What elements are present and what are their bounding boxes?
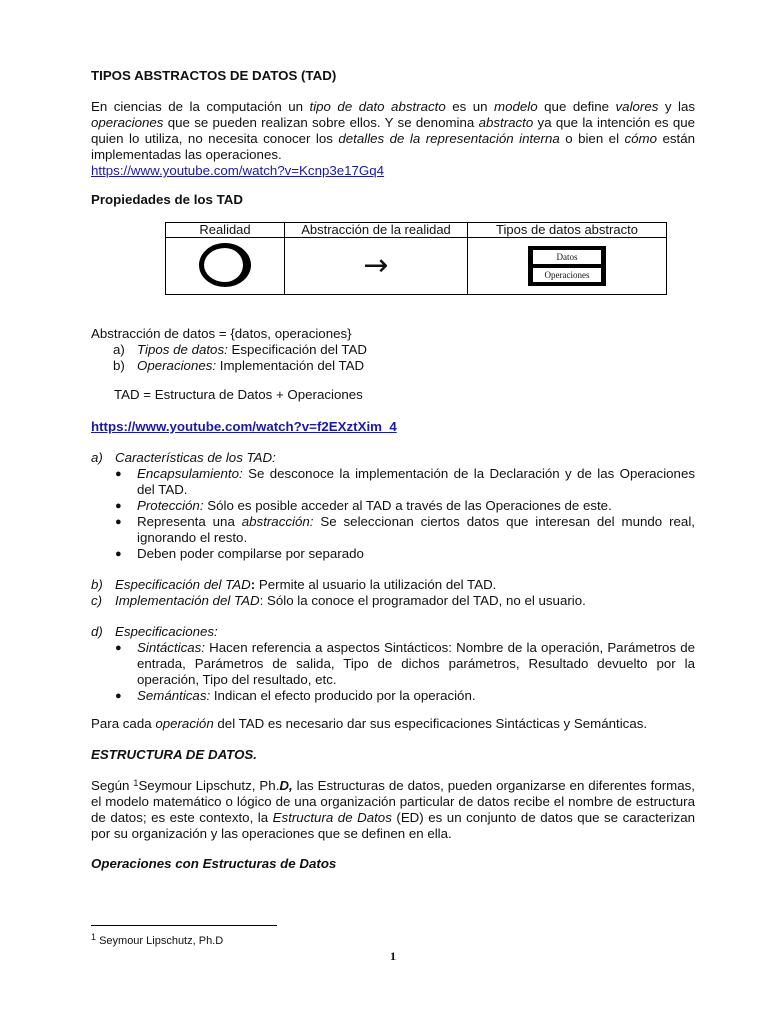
tad-box-datos: Datos — [533, 250, 601, 264]
intro-text: ya que la intención es que quien lo utiliza, no necesita conocer los — [91, 115, 696, 146]
list-item — [91, 498, 695, 514]
header-tipos: Tipos de datos abstracto — [468, 223, 667, 238]
intro-italic: modelo — [494, 99, 538, 114]
page-title: TIPOS ABSTRACTOS DE DATOS (TAD) — [91, 68, 337, 83]
item-label: Encapsulamiento: — [137, 466, 243, 481]
footnote — [91, 934, 695, 948]
item-text: Deben poder compilarse por separado — [137, 546, 364, 561]
segun-paragraph — [91, 778, 695, 842]
intro-text: están implementadas las operaciones. — [91, 131, 695, 162]
intro-italic: operaciones — [91, 115, 164, 130]
list-marker: b) — [113, 358, 125, 373]
item-label: Semánticas: — [137, 688, 211, 703]
heading-text: Características de los TAD: — [115, 450, 276, 465]
footnote-text: Seymour Lipschutz, Ph.D — [96, 935, 224, 947]
list-marker: a) — [91, 450, 103, 465]
tad-table — [165, 222, 667, 295]
item-label: Implementación del TAD — [115, 593, 260, 608]
intro-text: o bien el — [559, 131, 625, 146]
especificaciones-block — [91, 624, 695, 704]
para-text: del TAD es necesario dar sus especificaciones Sintácticas y Semánticas. — [213, 716, 648, 731]
intro-italic: cómo — [624, 131, 657, 146]
footnote-ref[interactable]: 1 — [133, 778, 139, 788]
caracteristicas-block — [91, 450, 695, 562]
operaciones-heading: Operaciones con Estructuras de Datos — [91, 856, 337, 871]
abstraccion-block — [91, 326, 695, 403]
list-marker: d) — [91, 624, 103, 639]
list-item — [91, 688, 695, 704]
item-colon: : — [250, 577, 256, 592]
youtube-link-2[interactable]: https://www.youtube.com/watch?v=f2EXztXim_4 — [91, 419, 397, 434]
circle-shape — [199, 243, 251, 287]
tad-box — [528, 246, 606, 286]
abstraccion-line: Abstracción de datos = {datos, operaciones} — [91, 326, 352, 341]
intro-italic: valores — [615, 99, 659, 114]
item-label: Sintácticas: — [137, 640, 205, 655]
list-item — [91, 358, 695, 374]
bullet-icon: ● — [115, 468, 122, 480]
item-text: Se desconoce la implementación de la Declaración y de las Operaciones del TAD. — [137, 466, 695, 497]
b-c-block — [91, 577, 695, 609]
bullet-icon: ● — [115, 690, 122, 702]
para-italic: operación — [155, 716, 214, 731]
intro-text: que se pueden realizan sobre ellos. Y se denomina — [163, 115, 479, 130]
para-text: las Estructuras de datos, pueden organizarse en diferentes formas, el modelo matemático o lógico de una organización particular de datos recibe el nombre de estructura de datos; es este contexto, la — [91, 778, 695, 825]
tad-box-operaciones: Operaciones — [533, 268, 601, 282]
list-item — [91, 577, 695, 593]
arrow-right-icon: → — [363, 248, 389, 283]
item-text: : Sólo la conoce el programador del TAD, no el usuario. — [259, 593, 586, 608]
footnote-number: 1 — [91, 932, 97, 942]
bullet-icon: ● — [115, 548, 122, 560]
intro-italic: abstracto — [478, 115, 534, 130]
tad-formula: TAD = Estructura de Datos + Operaciones — [114, 387, 363, 402]
arrow-cell — [285, 238, 468, 295]
list-item — [91, 342, 695, 358]
item-text: Sólo es posible acceder al TAD a través de las Operaciones de este. — [203, 498, 612, 513]
heading-text: Especificaciones: — [115, 624, 218, 639]
bullet-icon: ● — [115, 500, 122, 512]
para-text: Para cada — [91, 716, 156, 731]
item-text: Implementación del TAD — [216, 358, 365, 373]
list-item — [91, 466, 695, 498]
list-item — [91, 640, 695, 688]
para-text: Seymour Lipschutz, Ph. — [138, 778, 280, 793]
item-text: Se seleccionan ciertos datos que interesan del mundo real, ignorando el resto. — [137, 514, 695, 545]
intro-text: y las — [658, 99, 696, 114]
item-label: Protección: — [137, 498, 204, 513]
properties-heading: Propiedades de los TAD — [91, 192, 243, 207]
intro-paragraph — [91, 99, 695, 179]
bullet-icon: ● — [115, 642, 122, 654]
list-marker: a) — [113, 342, 125, 357]
list-item — [91, 514, 695, 546]
item-text: Indican el efecto producido por la operación. — [210, 688, 476, 703]
item-label: Operaciones: — [137, 358, 217, 373]
bullet-icon: ● — [115, 516, 122, 528]
para-text: (ED) es un conjunto de datos que se caracterizan por su organización y las operaciones que se definen en ella. — [91, 810, 696, 841]
youtube-link-1[interactable]: https://www.youtube.com/watch?v=Kcnp3e17Gq4 — [91, 163, 385, 178]
item-label: Especificación del TAD — [115, 577, 251, 592]
list-item — [91, 593, 695, 609]
intro-text: es un — [445, 99, 495, 114]
para-italic: Estructura de Datos — [272, 810, 392, 825]
item-text: Permite al usuario la utilización del TAD. — [255, 577, 497, 592]
estructura-heading: ESTRUCTURA DE DATOS. — [91, 747, 257, 762]
list-marker: b) — [91, 577, 103, 592]
item-label: Tipos de datos: — [137, 342, 228, 357]
page-number: 1 — [390, 949, 396, 963]
header-abstraccion: Abstracción de la realidad — [285, 223, 468, 238]
item-label: abstracción: — [241, 514, 314, 529]
intro-italic: detalles de la representación interna — [338, 131, 560, 146]
item-text: Hacen referencia a aspectos Sintácticos: Nombre de la operación, Parámetros de entrada, Parámetros de salida, Tipo de dichos parámetros, Resultado devuelto por la operación, Tipo del resultado, etc. — [137, 640, 695, 687]
item-text: Especificación del TAD — [227, 342, 368, 357]
para-bold-italic: D, — [279, 778, 293, 793]
header-realidad: Realidad — [166, 223, 285, 238]
para-cada-paragraph — [91, 716, 695, 732]
list-marker: c) — [91, 593, 103, 608]
item-text: Representa una — [137, 514, 242, 529]
ed-box-cell — [468, 238, 667, 295]
footnote-divider — [91, 925, 277, 926]
intro-text: que define — [537, 99, 616, 114]
circle-cell — [166, 238, 285, 295]
para-text: Según — [91, 778, 134, 793]
list-heading — [91, 450, 695, 466]
list-item — [91, 546, 695, 562]
list-heading — [91, 624, 695, 640]
intro-italic: tipo de dato abstracto — [309, 99, 446, 114]
intro-text: En ciencias de la computación un — [91, 99, 310, 114]
